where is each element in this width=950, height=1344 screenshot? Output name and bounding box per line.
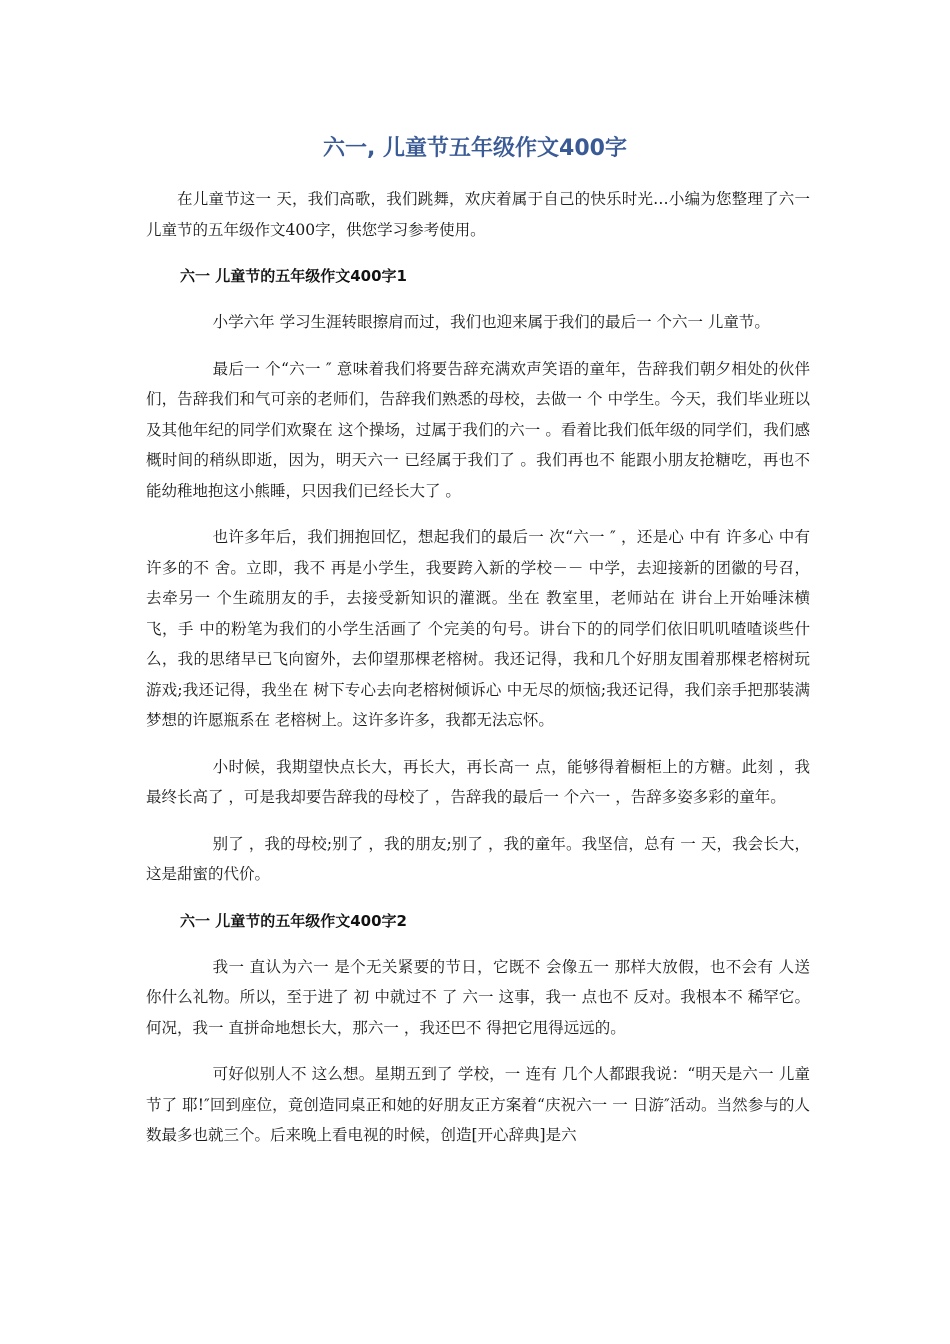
document-title: 六一, 儿童节五年级作文400字 [323, 136, 627, 161]
section-1-paragraph-5: 别了 ，我的母校;别了 ，我的朋友;别了 ，我的童年。我坚信，总有 一 天，我会长大，这是甜蜜的代价。 [146, 834, 810, 883]
section-2-paragraph-1: 我一 直认为六一 是个无关紧要的节日，它既不 会像五一 那样大放假，也不会有 人送你什么礼物。所以，至于进了 初 中就过不 了 六一 这事，我一 点也不 反对。我根本不 稀罕它。何况，我一 直拼命地想长大，那六一 ，我还巴不 得把它甩得远远的。 [146, 957, 810, 1037]
section-2-heading: 六一 儿童节的五年级作文400字2 [180, 911, 407, 930]
document-body [146, 184, 810, 1167]
section-1-paragraph-3: 也许多年后，我们拥抱回忆，想起我们的最后一 次“六一 ″ ，还是心 中有 许多心 中有 许多的不 舍。立即，我不 再是小学生，我要跨入新的学校－－ 中学，去迎接新的团徽的号召，去牵另一 个生疏朋友的手，去接受新知识的灌溉。坐在 教室里，老师站在 讲台上开始唾沫横飞，手 中的粉笔为我们的小学生活画了 个完美的句号。讲台下的的同学们依旧叽叽喳喳谈些什么，我的思绪早已飞向窗外，去仰望那棵老榕树。我还记得，我和几个好朋友围着那棵老榕树玩游戏;我还记得，我坐在 树下专心去向老榕树倾诉心 中无尽的烦恼;我还记得，我们亲手把那装满梦想的许愿瓶系在 老榕树上。这许多许多，我都无法忘怀。 [146, 528, 810, 729]
section-1-paragraph-2: 最后一 个“六一 ″ 意味着我们将要告辞充满欢声笑语的童年，告辞我们朝夕相处的伙伴们，告辞我们和气可亲的老师们，告辞我们熟悉的母校，去做一 个 中学生。今天，我们毕业班以及其他年纪的同学们欢聚在 这个操场，过属于我们的六一 。看着比我们低年级的同学们，我们感概时间的稍纵即逝，因为，明天六一 已经属于我们了 。我们再也不 能跟小朋友抢糖吃，再也不 能幼稚地抱这小熊睡，只因我们已经长大了 。 [146, 359, 810, 500]
section-1-paragraph-1: 小学六年 学习生涯转眼擦肩而过，我们也迎来属于我们的最后一 个六一 儿童节。 [212, 313, 770, 331]
section-1-paragraph-4: 小时候，我期望快点长大，再长大，再长高一 点，能够得着橱柜上的方糖。此刻 ，我最终长高了 ，可是我却要告辞我的母校了 ，告辞我的最后一 个六一 ，告辞多姿多彩的童年。 [146, 757, 810, 806]
section-2-paragraph-2: 可好似别人不 这么想。星期五到了 学校，一 连有 几个人都跟我说：“明天是六一 儿童节了 耶!″回到座位，竟创造同桌正和她的好朋友正方案着“庆祝六一 一 日游″活动。当然参与的人数最多也就三个。后来晚上看电视的时候，创造[开心辞典]是六 [146, 1065, 810, 1144]
intro-paragraph: 在儿童节这一 天，我们高歌，我们跳舞，欢庆着属于自己的快乐时光…小编为您整理了六一 儿童节的五年级作文400字，供您学习参考使用。 [146, 190, 810, 239]
section-1-heading: 六一 儿童节的五年级作文400字1 [180, 267, 407, 285]
